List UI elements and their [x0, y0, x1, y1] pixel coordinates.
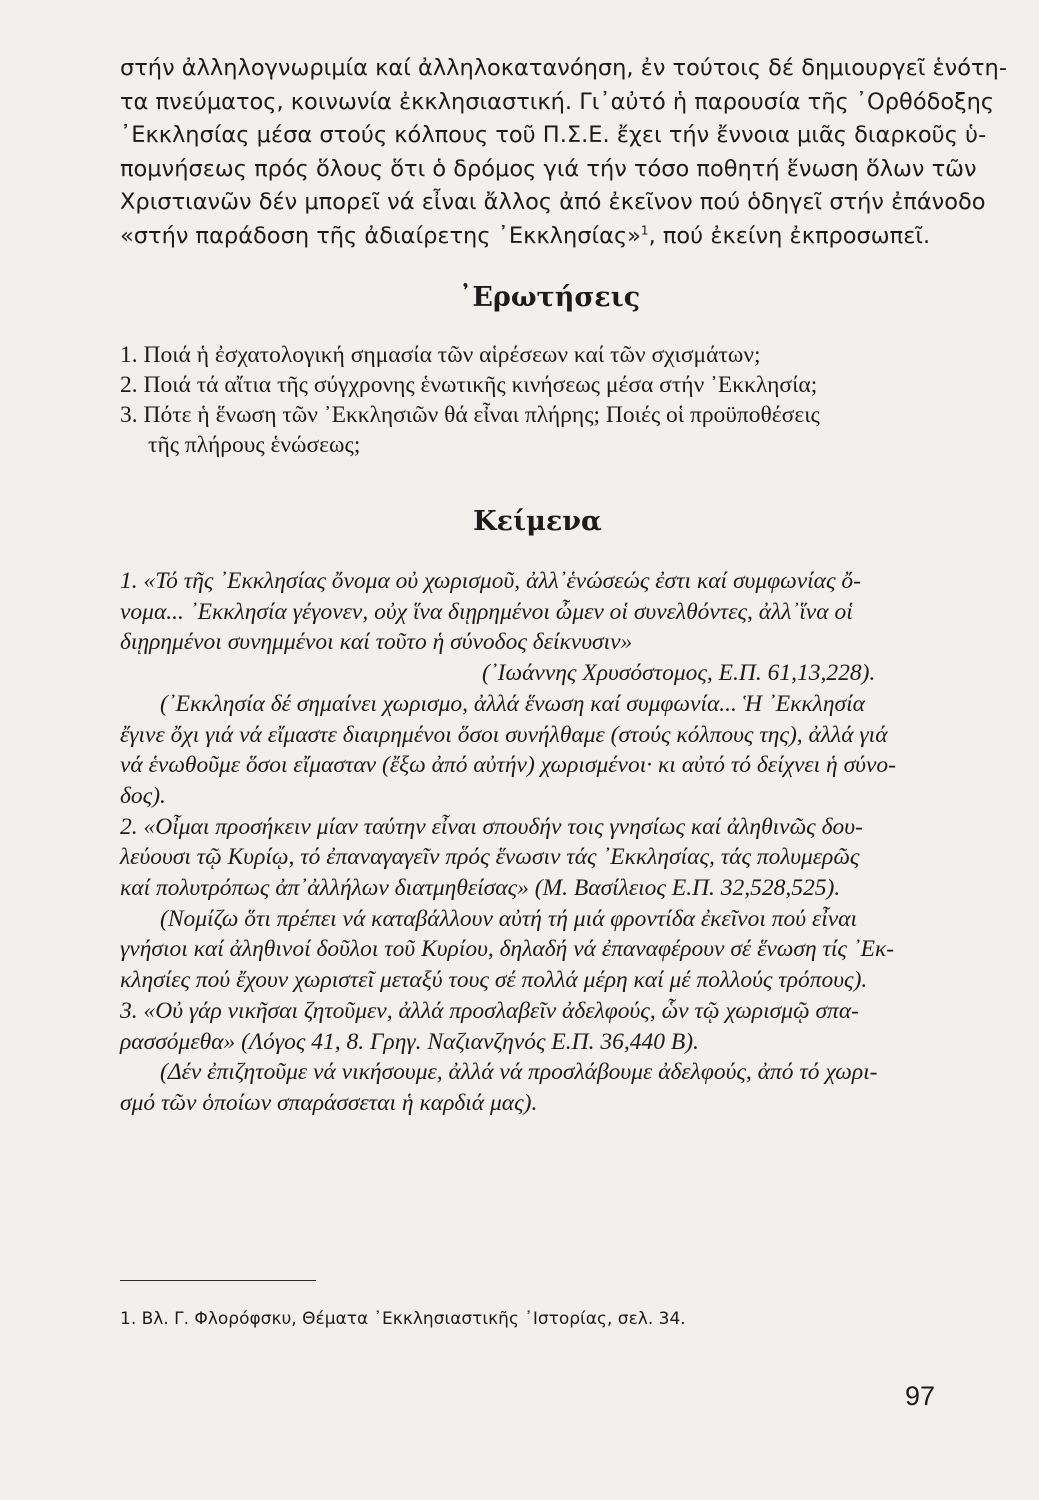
question-text: Ποιά ἡ ἐσχατολογική σημασία τῶν αἱρέσεων καί τῶν σχισμάτων; [143, 342, 761, 368]
intro-quote: «στήν παράδοση τῆς ἀδιαίρετης ᾿Εκκλησίας» [120, 222, 641, 249]
text-1-source: (᾿Ιωάννης Χρυσόστομος, Ε.Π. 61,13,228). [482, 660, 876, 687]
text-1-translation-line: δος). [120, 782, 166, 809]
texts-heading: Κείμενα [473, 506, 602, 537]
question-item [120, 400, 930, 430]
question-item [120, 370, 930, 400]
intro-line: ᾿Εκκλησίας μέσα στούς κόλπους τοῦ Π.Σ.Ε. ἔχει τήν ἔννοια μιᾶς διαρκοῦς ὑ- [120, 122, 987, 148]
intro-line: πομνήσεως πρός ὅλους ὅτι ὁ δρόμος γιά τήν τόσο ποθητή ἕνωση ὅλων τῶν [120, 155, 977, 182]
intro-line: στήν ἀλληλογνωριμία καί ἀλληλοκατανόηση, ἐν τούτοις δέ δημιουργεῖ ἑνότη- [120, 55, 1007, 81]
text-1-translation-line: νά ἑνωθοῦμε ὅσοι εἴμασταν (ἔξω ἀπό αὐτήν) χωρισμένοι· κι αὐτό τό δείχνει ἡ σύνο- [120, 752, 896, 779]
intro-paragraph [120, 52, 1007, 253]
question-text: Πότε ἡ ἕνωση τῶν ᾿Εκκλησιῶν θά εἶναι πλήρης; Ποιές οἱ προϋποθέσεις [143, 402, 820, 428]
text-3-translation-line: (Δέν ἐπιζητοῦμε νά νικήσουμε, ἀλλά νά προσλάβουμε ἀδελφούς, ἀπό τό χωρι- [160, 1059, 878, 1086]
footnote-ref[interactable]: 1 [640, 223, 649, 237]
intro-line: Χριστιανῶν δέν μπορεῖ νά εἶναι ἄλλος ἀπό ἐκεῖνον πού ὁδηγεῖ στήν ἐπάνοδο [120, 189, 986, 215]
questions-heading: ᾿Ερωτήσεις [458, 282, 641, 313]
question-item [120, 340, 930, 370]
footnote-divider [120, 1280, 316, 1281]
text-2-line: καί πολυτρόπως ἀπ᾿ἀλλήλων διατμηθείσας» (Μ. Βασίλειος Ε.Π. 32,528,525). [120, 875, 841, 902]
text-2-translation-line: κλησίες πού ἔχουν χωριστεῖ μεταξύ τους σέ πολλά μέρη καί μέ πολλούς τρόπους). [120, 967, 868, 994]
question-text: Ποιά τά αἴτια τῆς σύγχρονης ἑνωτικῆς κινήσεως μέσα στήν ᾿Εκκλησία; [143, 372, 818, 398]
page-number: 97 [904, 1381, 935, 1411]
intro-line-last [120, 220, 931, 254]
text-1-line: νομα... ᾿Εκκλησία γέγονεν, οὐχ ἵνα διῃρημένοι ὦμεν οἱ συνελθόντες, ἀλλ᾿ἵνα οἱ [120, 598, 853, 625]
text-2-translation-line: (Νομίζω ὅτι πρέπει νά καταβάλλουν αὐτή τή μιά φροντίδα ἐκεῖνοι πού εἶναι [160, 905, 858, 932]
footnote: 1. Βλ. Γ. Φλορόφσκυ, Θέματα ᾿Εκκλησιαστικῆς ᾿Ιστορίας, σελ. 34. [120, 1309, 686, 1329]
text-2-line: λεύουσι τῷ Κυρίῳ, τό ἐπαναγαγεῖν πρός ἕνωσιν τάς ᾿Εκκλησίας, τάς πολυμερῶς [120, 844, 860, 871]
intro-line-end: , πού ἐκείνη ἐκπροσωπεῖ. [648, 222, 931, 249]
question-continuation: τῆς πλήρους ἑνώσεως; [148, 432, 361, 458]
questions-list [120, 340, 930, 460]
text-1-translation-line: ἔγινε ὄχι γιά νά εἴμαστε διαιρημένοι ὅσοι συνήλθαμε (στούς κόλπους της), ἀλλά γιά [120, 721, 888, 748]
text-3-line: 3. «Οὐ γάρ νικῆσαι ζητοῦμεν, ἀλλά προσλαβεῖν ἀδελφούς, ὧν τῷ χωρισμῷ σπα- [120, 997, 859, 1024]
text-2-translation-line: γνήσιοι καί ἀληθινοί δοῦλοι τοῦ Κυρίου, δηλαδή νά ἐπαναφέρουν σέ ἕνωση τίς ᾿Εκ- [120, 936, 895, 963]
text-1-line: διῃρημένοι συνημμένοι καί τοῦτο ἡ σύνοδος δείκνυσιν» [120, 629, 633, 656]
question-number: 2. [120, 372, 138, 398]
question-number: 1. [120, 342, 138, 368]
text-3-line: ρασσόμεθα» (Λόγος 41, 8. Γρηγ. Ναζιανζηνός Ε.Π. 36,440 Β). [120, 1028, 699, 1055]
text-2-line: 2. «Οἶμαι προσήκειν μίαν ταύτην εἶναι σπουδήν τοις γνησίως καί ἀληθινῶς δου- [120, 813, 863, 840]
text-1-line: 1. «Τό τῆς ᾿Εκκλησίας ὄνομα οὐ χωρισμοῦ, ἀλλ᾿ἑνώσεώς ἐστι καί συμφωνίας ὄ- [120, 568, 861, 594]
intro-line: τα πνεύματος, κοινωνία ἐκκλησιαστική. Γι᾿αὐτό ἡ παρουσία τῆς ᾿Ορθόδοξης [120, 88, 995, 115]
text-3-translation-line: σμό τῶν ὁποίων σπαράσσεται ἡ καρδιά μας). [120, 1089, 538, 1116]
question-number: 3. [120, 402, 138, 428]
texts-section [120, 566, 940, 1119]
text-1-translation-line: (᾿Εκκλησία δέ σημαίνει χωρισμο, ἀλλά ἕνωση καί συμφωνία... Ἡ ᾿Εκκλησία [160, 690, 865, 717]
